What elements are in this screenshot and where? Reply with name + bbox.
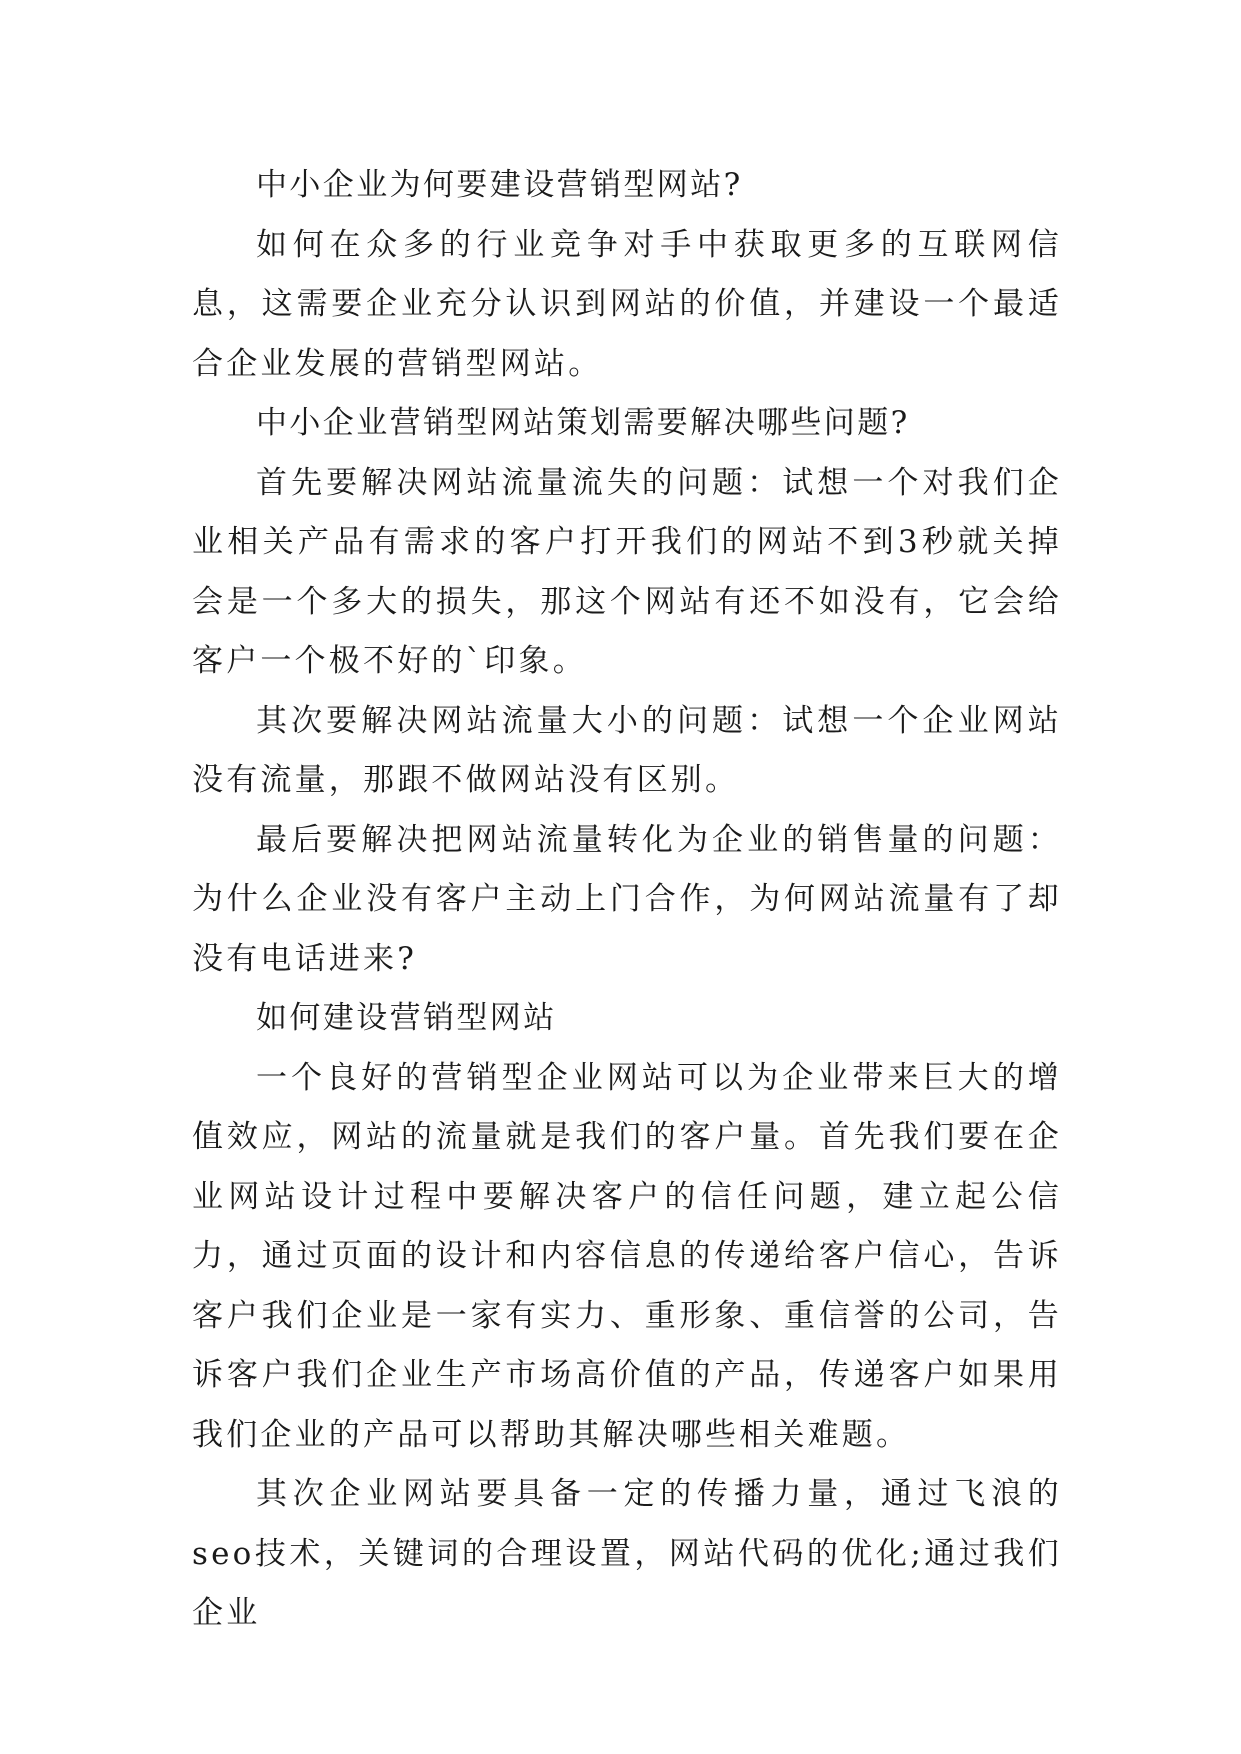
body-paragraph: 首先要解决网站流量流失的问题：试想一个对我们企业相关产品有需求的客户打开我们的网站不到3秒就关掉会是一个多大的损失，那这个网站有还不如没有，它会给客户一个极不好的`印象。 (192, 464, 1062, 679)
section-heading: 中小企业为何要建设营销型网站? (256, 167, 743, 203)
body-paragraph: 如何在众多的行业竞争对手中获取更多的互联网信息，这需要企业充分认识到网站的价值，并建设一个最适合企业发展的营销型网站。 (192, 226, 1062, 382)
body-paragraph: 其次企业网站要具备一定的传播力量，通过飞浪的seo技术，关键词的合理设置，网站代码的优化;通过我们企业 (192, 1476, 1062, 1631)
document-body (192, 156, 1062, 1644)
section-heading: 中小企业营销型网站策划需要解决哪些问题? (256, 405, 910, 441)
body-paragraph: 一个良好的营销型企业网站可以为企业带来巨大的增值效应，网站的流量就是我们的客户量。首先我们要在企业网站设计过程中要解决客户的信任问题，建立起公信力，通过页面的设计和内容信息的传递给客户信心，告诉客户我们企业是一家有实力、重形象、重信誉的公司，告诉客户我们企业生产市场高价值的产品，传递客户如果用我们企业的产品可以帮助其解决哪些相关难题。 (192, 1059, 1062, 1453)
section-heading: 如何建设营销型网站 (256, 1000, 557, 1036)
body-paragraph: 其次要解决网站流量大小的问题：试想一个企业网站没有流量，那跟不做网站没有区别。 (192, 702, 1062, 798)
body-paragraph: 最后要解决把网站流量转化为企业的销售量的问题：为什么企业没有客户主动上门合作，为何网站流量有了却没有电话进来? (192, 821, 1062, 977)
